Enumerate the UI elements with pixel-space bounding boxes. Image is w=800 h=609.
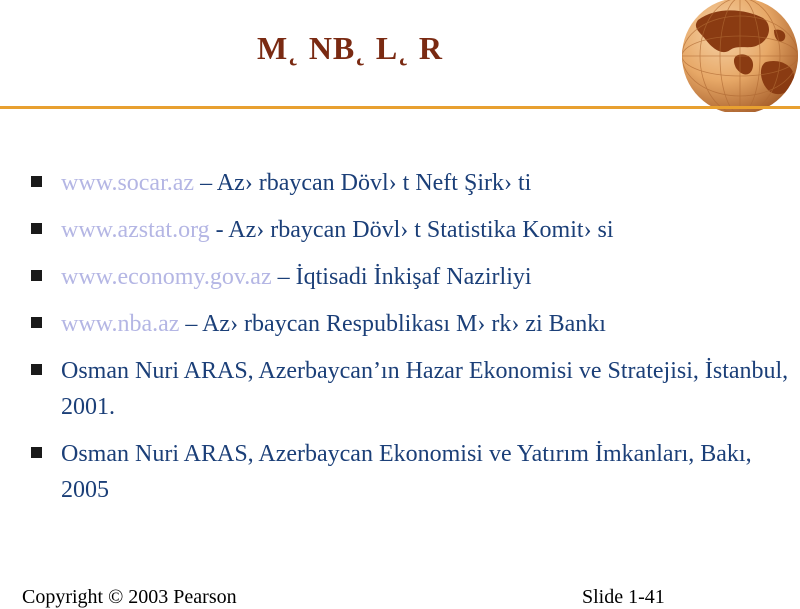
list-item — [30, 306, 790, 342]
bullet-square-icon — [31, 447, 42, 458]
source-description: Osman Nuri ARAS, Azerbaycan Ekonomisi ve Yatırım İmkanları, Bakı, 2005 — [61, 441, 752, 503]
list-item — [30, 436, 790, 508]
footer-slide-number: Slide 1-41 — [582, 586, 665, 608]
source-description: – Az› rbaycan Dövl› t Neft Şirk› ti — [194, 170, 532, 196]
globe-icon — [678, 0, 800, 112]
bullet-square-icon — [31, 176, 42, 187]
sources-list — [30, 165, 790, 519]
bullet-square-icon — [31, 317, 42, 328]
source-description: – İqtisadi İnkişaf Nazirliyi — [271, 264, 532, 290]
bullet-square-icon — [31, 364, 42, 375]
title-divider — [0, 106, 800, 109]
slide-title: M˛ NB˛ L˛ R — [256, 30, 444, 66]
source-description: - Az› rbaycan Dövl› t Statistika Komit› si — [209, 217, 614, 243]
bullet-square-icon — [31, 223, 42, 234]
source-description: Osman Nuri ARAS, Azerbaycan’ın Hazar Ekonomisi ve Stratejisi, İstanbul, 2001. — [61, 358, 789, 420]
list-item — [30, 353, 790, 425]
list-item — [30, 165, 790, 201]
list-item — [30, 259, 790, 295]
bullet-square-icon — [31, 270, 42, 281]
source-link[interactable]: www.azstat.org — [61, 217, 210, 243]
source-link[interactable]: www.socar.az — [61, 170, 195, 196]
footer-copyright: Copyright © 2003 Pearson — [22, 586, 237, 608]
source-description: – Az› rbaycan Respublikası M› rk› zi Bankı — [179, 311, 606, 337]
source-link[interactable]: www.economy.gov.az — [61, 264, 272, 290]
list-item — [30, 212, 790, 248]
source-link[interactable]: www.nba.az — [61, 311, 180, 337]
